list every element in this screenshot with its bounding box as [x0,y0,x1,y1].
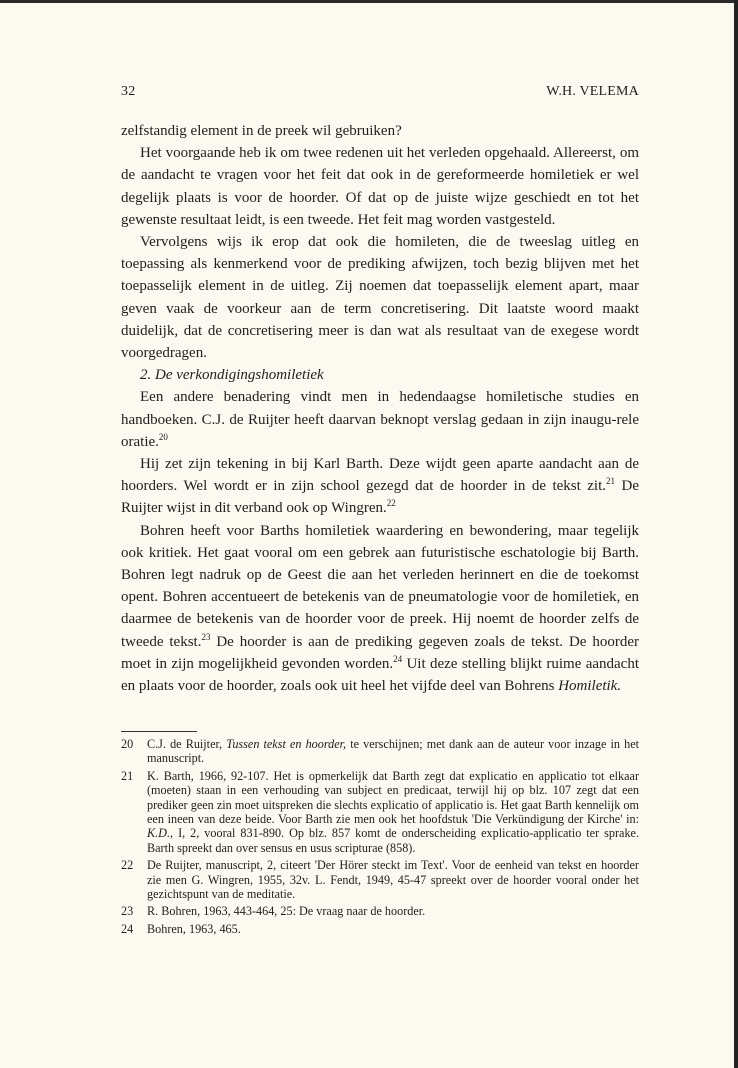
footnote-ref-20: 20 [158,431,168,442]
footnote-text [147,769,639,855]
footnote-text-pre: K. Barth, 1966, 92-107. Het is opmerkelijk dat Barth zegt dat explicatio en applicatio tot elkaar (moeten) staan in een verhouding van subject en predicaat, terwijl hij op blz. 107 zegt dat een prediker geen zin moet uitspreken die slechts explicatio of applicatio is. Het gaat Barth kennelijk om een ineen van deze beide. Voor Barth zie men ook het hoofdstuk 'Die Verkündigung der Kirche' in: [147,768,639,827]
footnote-number: 24 [121,921,134,936]
paragraph-2: Het voorgaande heb ik om twee redenen uit het verleden opgehaald. Allereerst, om de aandacht te vragen voor het feit dat ook in de gereformeerde homiletiek er wel degelijk plaats is voor de hoorder. Of dat op de juiste wijze geschiedt en tot het gewenste resultaat leidt, is een tweede. Het feit mag worden vastgesteld. [121,145,639,228]
footnote-22 [121,858,639,901]
paragraph-5 [121,453,639,520]
paragraph-5-text-a: Hij zet zijn tekening in bij Karl Barth. Deze wijdt geen aparte aandacht aan de hoorders. Wel wordt er in zijn school gezegd dat de hoorder in de tekst zit. [121,456,639,495]
footnotes [121,737,639,939]
page-number: 32 [121,84,136,99]
footnote-ref-24: 24 [393,653,403,664]
footnote-text-post: , I, 2, vooral 831-890. Op blz. 857 komt de onderscheiding explicatio-applicatio ter sprake. Barth spreekt dan over sensus en usus scripturae (858). [147,826,639,855]
footnote-ref-21: 21 [606,476,616,487]
section-title: 2. De verkondigingshomiletiek [140,367,324,384]
footnote-24 [121,922,639,936]
footnote-text [147,737,639,766]
footnote-text-italic: K.D. [147,826,171,841]
footnote-text-italic: Tussen tekst en hoorder, [226,737,347,751]
footnote-text: Bohren, 1963, 465. [147,921,241,936]
paragraph-6-text-b: De hoorder is aan de prediking gegeven zoals de tekst. De hoorder moet in zijn mogelijkheid gevonden worden. [121,633,639,672]
footnote-number: 21 [121,768,134,783]
scan-edge-right [734,0,738,1068]
paragraph-4 [121,386,639,453]
paragraph-5-text-b: De Ruijter wijst in dit verband ook op Wingren. [121,478,639,517]
footnote-23 [121,904,639,918]
footnote-ref-22: 22 [386,498,396,509]
footnote-text: De Ruijter, manuscript, 2, citeert 'Der Hörer steckt im Text'. Voor de eenheid van tekst en hoorder zie men G. Wingren, 1955, 32v. L. Fendt, 1949, 45-47 spreekt over de hoorder vooral onder het gezichtspunt van de meditatie. [147,858,639,902]
footnote-number: 20 [121,737,134,751]
scan-edge-top [0,0,734,3]
footnote-number: 22 [121,858,134,873]
paragraph-4-text: Een andere benadering vindt men in hedendaagse homiletische studies en handboeken. C.J. de Ruijter heeft daarvan beknopt verslag gedaan in zijn inaugu-rele oratie. [121,389,639,450]
paragraph-1: zelfstandig element in de preek wil gebruiken? [121,123,402,139]
footnote-text-pre: C.J. de Ruijter, [147,737,227,751]
footnote-21 [121,769,639,855]
footnote-text: R. Bohren, 1963, 443-464, 25: De vraag naar de hoorder. [147,904,426,919]
footnote-ref-23: 23 [201,631,211,642]
body-text [121,120,639,697]
paragraph-6-text-c: Uit deze stelling blijkt ruime aandacht en plaats voor de hoorder, zoals ook uit heel het vijfde deel van Bohrens [121,655,640,695]
footnote-20 [121,737,639,766]
running-head-author: W.H. VELEMA [546,84,639,99]
footnote-number: 23 [121,904,134,919]
paragraph-6-text-a: Bohren heeft voor Barths homiletiek waardering en bewondering, maar tegelijk ook kritiek. Het gaat vooral om een gebrek aan futuristische eschatologie bij Barth. Bohren legt nadruk op de Geest die aan het verleden herinnert en die de toekomst opent. Bohren accentueert de betekenis van de pneumatologie voor de homiletiek, en daarmee de betekenis van de hoorder voor de preek. Hij noemt de hoorder zelfs de tweede tekst. [121,522,639,650]
book-title-homiletik: Homiletik. [558,678,622,695]
paragraph-3: Vervolgens wijs ik erop dat ook die homileten, die de tweeslag uitleg en toepassing als kenmerkend voor de prediking afwijzen, toch bezig blijven met het toepasselijk element in de uitleg. Zij noemen dat toepasselijk element apart, maar geven vaak de voorkeur aan de term concretisering. Dit laatste woord maakt duidelijk, dat de concretisering meer is dan wat als resultaat van de exegese wordt voorgedragen. [121,234,639,362]
footnote-text-post: te verschijnen; met dank aan de auteur voor inzage in het manuscript. [147,737,639,766]
running-header [121,84,639,100]
footnote-divider [121,731,197,732]
paragraph-6 [121,520,639,698]
